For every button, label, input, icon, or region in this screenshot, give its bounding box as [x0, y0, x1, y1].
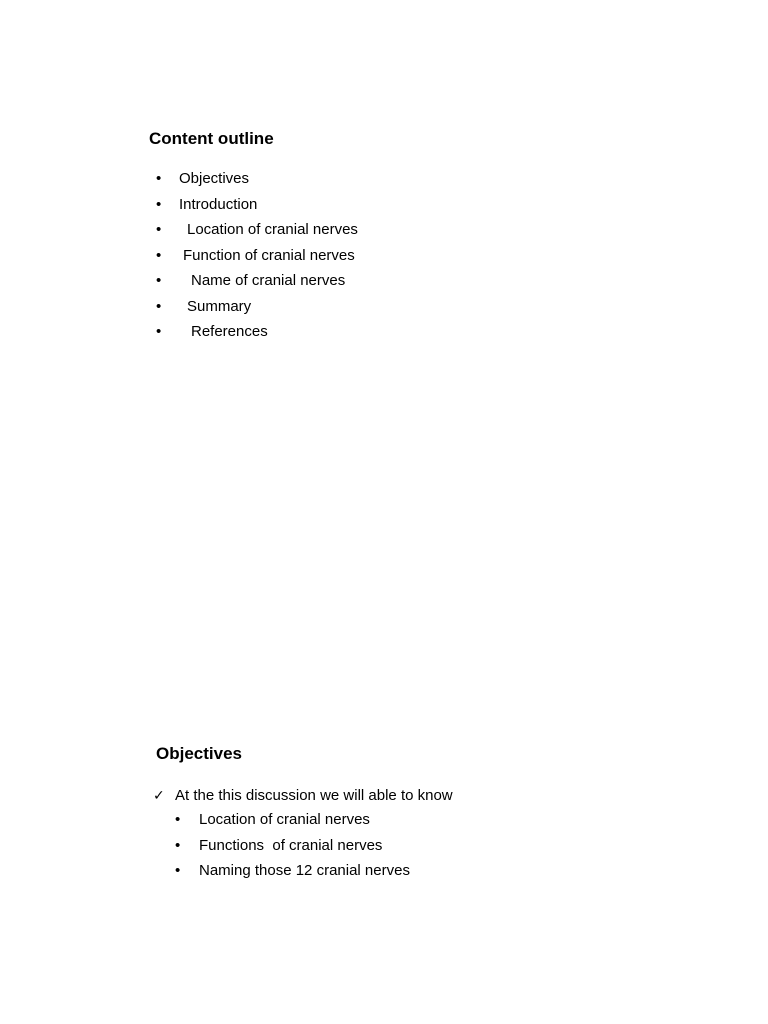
- outline-item-introduction: Introduction: [179, 195, 258, 213]
- outline-item-function: Function of cranial nerves: [183, 246, 355, 264]
- outline-item-summary: Summary: [187, 297, 252, 315]
- objectives-intro: [153, 784, 453, 807]
- list-item: [156, 219, 556, 245]
- bullet-icon: •: [175, 811, 181, 828]
- list-item: [156, 321, 556, 347]
- objectives-intro-text: At the this discussion we will able to know: [175, 787, 453, 804]
- bullet-icon: •: [175, 836, 181, 854]
- list-item: [156, 270, 556, 296]
- objective-item-naming: Naming those 12 cranial nerves: [199, 862, 410, 879]
- bullet-icon: •: [175, 862, 181, 879]
- checkmark-icon: ✓: [153, 787, 165, 803]
- objective-item-functions: Functions of cranial nerves: [199, 836, 383, 854]
- bullet-icon: •: [156, 272, 162, 289]
- list-item: [175, 835, 575, 861]
- list-item: [156, 168, 556, 194]
- list-item: [156, 296, 556, 322]
- content-outline-heading: Content outline: [149, 129, 274, 148]
- list-item: [156, 194, 556, 220]
- outline-item-references: References: [191, 323, 268, 340]
- outline-item-location: Location of cranial nerves: [187, 221, 358, 238]
- objectives-list: [175, 809, 575, 886]
- objectives-heading: Objectives: [156, 744, 242, 763]
- bullet-icon: •: [156, 323, 162, 340]
- outline-item-name: Name of cranial nerves: [191, 272, 346, 289]
- bullet-icon: •: [156, 246, 162, 264]
- bullet-icon: •: [156, 195, 162, 213]
- bullet-icon: •: [156, 221, 162, 238]
- bullet-icon: •: [156, 170, 162, 187]
- bullet-icon: •: [156, 297, 162, 315]
- list-item: [156, 245, 556, 271]
- objective-item-location: Location of cranial nerves: [199, 811, 370, 828]
- list-item: [175, 860, 575, 886]
- list-item: [175, 809, 575, 835]
- outline-item-objectives: Objectives: [179, 170, 250, 187]
- content-outline-list: [156, 168, 556, 347]
